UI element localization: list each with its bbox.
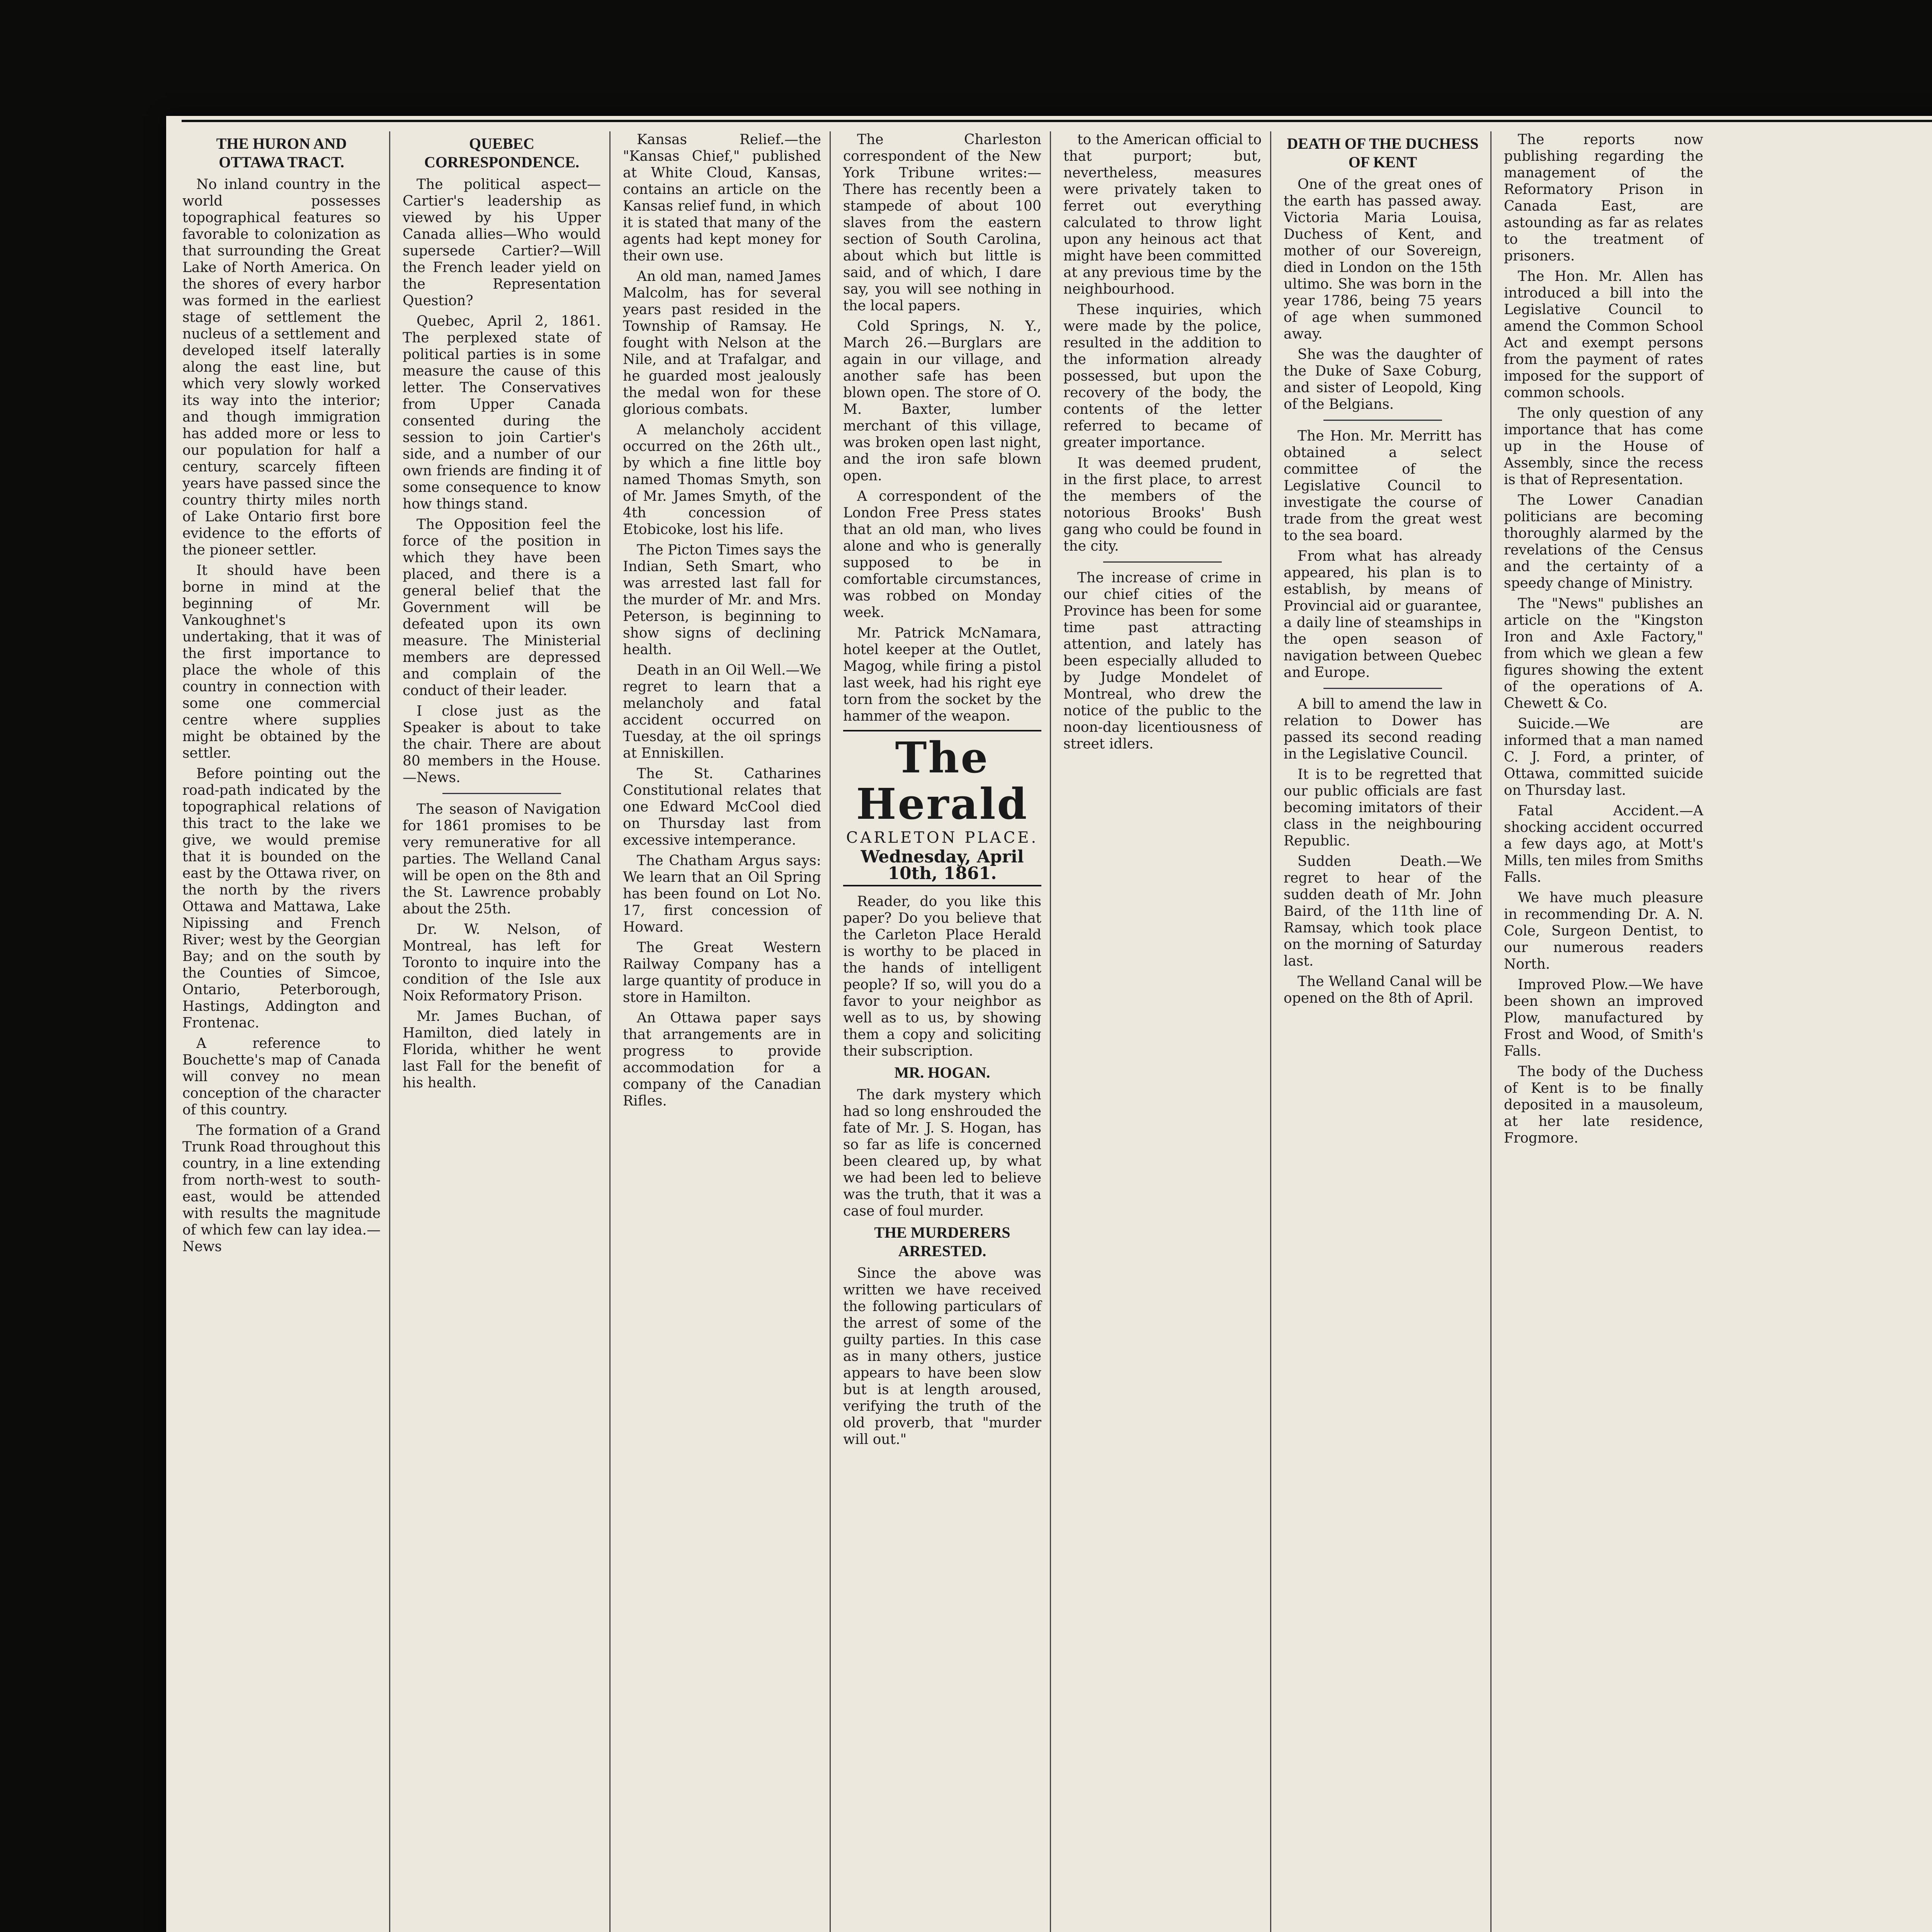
column-1-heading: THE HURON AND OTTAWA TRACT.: [216, 135, 347, 171]
divider: [1323, 688, 1442, 689]
article-paragraph: A reference to Bouchette's map of Canada will convey no mean conception of the character of this country.: [182, 1036, 381, 1118]
article-paragraph: A correspondent of the London Free Press states that an old man, who lives alone and who is generally supposed to be in comfortable circumstances, was robbed on Monday week.: [843, 488, 1041, 621]
article-paragraph: I close just as the Speaker is about to take the chair. There are about 80 members in the House.—News.: [403, 703, 601, 786]
article-paragraph: We have much pleasure in recommending Dr. A. N. Cole, Surgeon Dentist, to our numerous readers North.: [1504, 890, 1703, 972]
article-paragraph: The formation of a Grand Trunk Road throughout this country, in a line extending from north-west to south-east, would be attended with results the magnitude of which few can lay idea.—News: [182, 1122, 381, 1255]
article-paragraph: The season of Navigation for 1861 promises to be very remunerative for all parties. The Welland Canal will be open on the 8th and the St. Lawrence probably about the 25th.: [403, 801, 601, 917]
article-paragraph: The only question of any importance that has come up in the House of Assembly, since the recess is that of Representation.: [1504, 405, 1703, 488]
article-paragraph: The "News" publishes an article on the "Kingston Iron and Axle Factory," from which we glean a few figures showing the extent of the operations of A. Chewett & Co.: [1504, 596, 1703, 711]
article-paragraph: The political aspect—Cartier's leadership as viewed by his Upper Canada allies—Who would supersede Cartier?—Will the French leader yield on the Representation Question?: [403, 177, 601, 309]
article-paragraph: The dark mystery which had so long enshrouded the fate of Mr. J. S. Hogan, has so far as life is concerned been cleared up, by what we had been led to believe was the truth, that it was a case of foul murder.: [843, 1087, 1041, 1219]
article-paragraph: The Hon. Mr. Merritt has obtained a select committee of the Legislative Council to investigate the course of trade from the great west to the sea board.: [1284, 428, 1482, 544]
article-paragraph: Quebec, April 2, 1861. The perplexed state of political parties is in some measure the cause of this letter. The Conservatives from Upper Canada consented during the session to join Cartier's side, and a number of our own friends are finding it of some consequence to know how things stand.: [403, 313, 601, 512]
column-5: [1055, 131, 1271, 1932]
article-paragraph: The Great Western Railway Company has a large quantity of produce in store in Hamilton.: [623, 940, 821, 1005]
section-heading: THE MURDERERS ARRESTED.: [874, 1224, 1010, 1260]
article-paragraph: No inland country in the world possesses topographical features so favorable to colonization as that surrounding the Great Lake of North America. On the shores of every harbor was formed in the earliest stage of settlement the nucleus of a settlement and developed itself laterally along the east line, but which very slowly worked its way into the interior; and though immigration has added more or less to our population for half a century, scarcely fifteen years have passed since the country thirty miles north of Lake Ontario first bore evidence to the efforts of the pioneer settler.: [182, 177, 381, 558]
masthead-place: CARLETON PLACE.: [846, 829, 1039, 847]
article-paragraph: The body of the Duchess of Kent is to be finally deposited in a mausoleum, at her late residence, Frogmore.: [1504, 1064, 1703, 1146]
article-paragraph: Kansas Relief.—the "Kansas Chief," published at White Cloud, Kansas, contains an article on the Kansas relief fund, in which it is stated that many of the agents had kept money for their own use.: [623, 132, 821, 264]
article-paragraph: Death in an Oil Well.—We regret to learn that a melancholy and fatal accident occurred on Tuesday, at the oil springs at Enniskillen.: [623, 662, 821, 761]
column-3: [614, 131, 831, 1932]
article-paragraph: It should have been borne in mind at the beginning of Mr. Vankoughnet's undertaking, that it was of the first importance to place the whole of this country in connection with some one commercial centre where supplies might be obtained by the settler.: [182, 563, 381, 761]
article-paragraph: Since the above was written we have received the following particulars of the arrest of some of the guilty parties. In this case as in many others, justice appears to have been slow but is at length aroused, verifying the truth of the old proverb, that "murder will out.": [843, 1265, 1041, 1447]
article-paragraph: Cold Springs, N. Y., March 26.—Burglars are again in our village, and another safe has been blown open. The store of O. M. Baxter, lumber merchant of this village, was broken open last night, and the iron safe blown open.: [843, 318, 1041, 484]
article-paragraph: Sudden Death.—We regret to hear of the sudden death of Mr. John Baird, of the 11th line of Ramsay, which took place on the morning of Saturday last.: [1284, 854, 1482, 969]
divider: [1103, 561, 1222, 563]
article-paragraph: The St. Catharines Constitutional relates that one Edward McCool died on Thursday last from excessive intemperance.: [623, 766, 821, 848]
article-paragraph: to the American official to that purport; but, nevertheless, measures were privately taken to ferret out everything calculated to throw light upon any heinous act that might have been committed at any previous time by the neighbourhood.: [1063, 132, 1262, 297]
article-paragraph: Before pointing out the road-path indicated by the topographical relations of this tract to the lake we give, we would premise that it is bounded on the east by the Ottawa river, on the north by the rivers Ottawa and Mattawa, Lake Nipissing and French River; west by the Georgian Bay; and on the south by the Counties of Simcoe, Ontario, Peterborough, Hastings, Addington and Frontenac.: [182, 766, 381, 1031]
article-paragraph: Fatal Accident.—A shocking accident occurred a few days ago, at Mott's Mills, ten miles from Smiths Falls.: [1504, 803, 1703, 885]
article-paragraph: The Hon. Mr. Allen has introduced a bill into the Legislative Council to amend the Common School Act and exempt persons from the payment of rates imposed for the support of common schools.: [1504, 269, 1703, 401]
article-paragraph: The Opposition feel the force of the position in which they have been placed, and there is a general belief that the Government will be defeated upon its own measure. The Ministerial members are depressed and complain of the conduct of their leader.: [403, 517, 601, 699]
article-paragraph: One of the great ones of the earth has passed away. Victoria Maria Louisa, Duchess of Kent, and mother of our Sovereign, died in London on the 15th ultimo. She was born in the year 1786, being 75 years of age when summoned away.: [1284, 177, 1482, 342]
article-paragraph: Mr. James Buchan, of Hamilton, died lately in Florida, whither he went last Fall for the benefit of his health.: [403, 1009, 601, 1091]
article-paragraph: The Picton Times says the Indian, Seth Smart, who was arrested last fall for the murder of Mr. and Mrs. Peterson, is beginning to show signs of declining health.: [623, 542, 821, 658]
column-7: [1495, 131, 1712, 1932]
divider: [442, 793, 561, 794]
article-paragraph: She was the daughter of the Duke of Saxe Coburg, and sister of Leopold, King of the Belgians.: [1284, 347, 1482, 412]
article-paragraph: A bill to amend the law in relation to Dower has passed its second reading in the Legislative Council.: [1284, 696, 1482, 762]
article-paragraph: The increase of crime in our chief cities of the Province has been for some time past attracting attention, and lately has been especially alluded to by Judge Mondelet of Montreal, who drew the notice of the public to the noon-day licentiousness of street idlers.: [1063, 570, 1262, 752]
article-paragraph: From what has already appeared, his plan is to establish, by means of Provincial aid or guarantee, a daily line of steamships in the open season of navigation between Quebec and Europe.: [1284, 548, 1482, 680]
column-6-heading: DEATH OF THE DUCHESS OF KENT: [1287, 135, 1479, 171]
article-paragraph: The Charleston correspondent of the New York Tribune writes:—There has recently been a stampede of about 100 slaves from the eastern section of South Carolina, about which but little is said, and of which, I dare say, you will see nothing in the local papers.: [843, 132, 1041, 314]
article-paragraph: Dr. W. Nelson, of Montreal, has left for Toronto to inquire into the condition of the Isle aux Noix Reformatory Prison.: [403, 922, 601, 1004]
column-4: [835, 131, 1051, 1932]
article-paragraph: It was deemed prudent, in the first place, to arrest the members of the notorious Brooks' Bush gang who could be found in the city.: [1063, 455, 1262, 554]
article-paragraph: It is to be regretted that our public officials are fast becoming imitators of their class in the neighbouring Republic.: [1284, 767, 1482, 849]
masthead: [843, 730, 1041, 886]
article-paragraph: The Chatham Argus says: We learn that an Oil Spring has been found on Lot No. 17, first concession of Howard.: [623, 853, 821, 935]
article-paragraph: Suicide.—We are informed that a man named C. J. Ford, a printer, of Ottawa, committed suicide on Thursday last.: [1504, 716, 1703, 798]
article-paragraph: An Ottawa paper says that arrangements are in progress to provide accommodation for a company of the Canadian Rifles.: [623, 1010, 821, 1109]
column-6: [1275, 131, 1492, 1932]
column-2-heading: QUEBEC CORRESPONDENCE.: [424, 135, 580, 171]
divider: [1323, 420, 1442, 421]
article-paragraph: Improved Plow.—We have been shown an improved Plow, manufactured by Frost and Wood, of Smith's Falls.: [1504, 977, 1703, 1059]
masthead-title: The Herald: [856, 733, 1029, 829]
masthead-date: Wednesday, April 10th, 1861.: [861, 847, 1024, 883]
top-rule: [182, 120, 1932, 122]
article-paragraph: An old man, named James Malcolm, has for several years past resided in the Township of Ramsay. He fought with Nelson at the Nile, and at Trafalgar, and he guarded most jealously the medal won for these glorious combats.: [623, 269, 821, 417]
article-paragraph: Reader, do you like this paper? Do you believe that the Carleton Place Herald is worthy to be placed in the hands of intelligent people? If so, will you do a favor to your neighbor as well as to us, by showing them a copy and soliciting their subscription.: [843, 894, 1041, 1059]
article-paragraph: Mr. Patrick McNamara, hotel keeper at the Outlet, Magog, while firing a pistol last week, had his right eye torn from the socket by the hammer of the weapon.: [843, 625, 1041, 724]
article-paragraph: These inquiries, which were made by the police, resulted in the addition to the information already possessed, but upon the recovery of the body, the contents of the letter referred to became of greater importance.: [1063, 302, 1262, 451]
article-paragraph: The Welland Canal will be opened on the 8th of April.: [1284, 974, 1482, 1006]
article-paragraph: A melancholy accident occurred on the 26th ult., by which a fine little boy named Thomas Smyth, son of Mr. James Smyth, of the 4th concession of Etobicoke, lost his life.: [623, 422, 821, 537]
column-1: [174, 131, 390, 1932]
article-paragraph: The Lower Canadian politicians are becoming thoroughly alarmed by the revelations of the Census and the certainty of a speedy change of Ministry.: [1504, 492, 1703, 591]
newspaper-page: [166, 116, 1932, 1932]
article-paragraph: The reports now publishing regarding the management of the Reformatory Prison in Canada East, are astounding as far as relates to the treatment of prisoners.: [1504, 132, 1703, 264]
column-2: [394, 131, 611, 1932]
section-heading: MR. HOGAN.: [894, 1064, 990, 1081]
